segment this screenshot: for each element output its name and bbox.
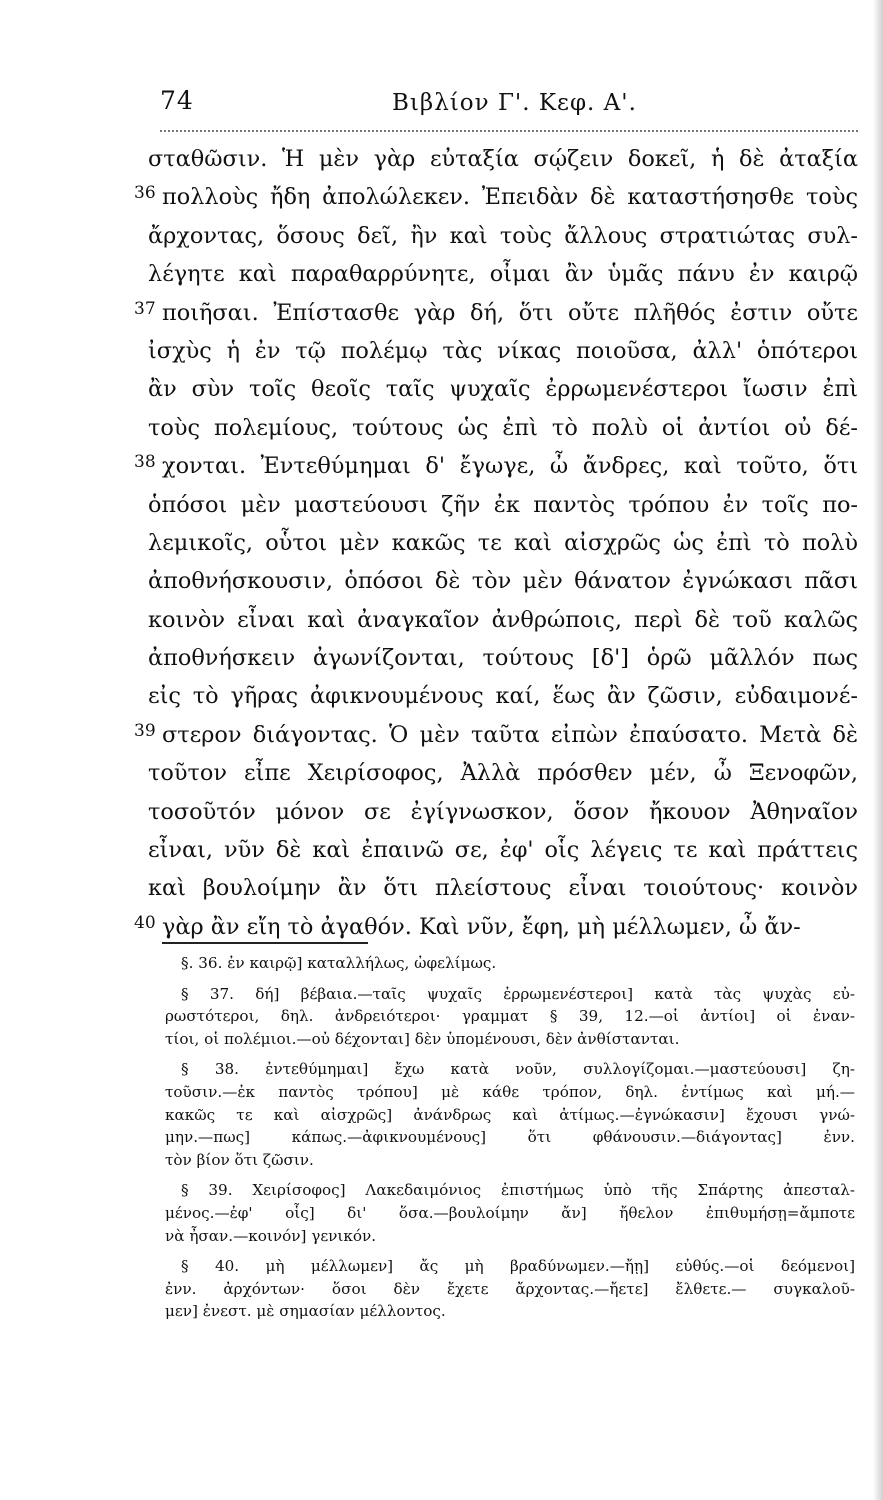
footnote-line: ἐνν. ἀρχόντων· ὅσοι δὲν ἔχετε ἄρχοντας.—ἤετε] ἔλθετε.— συγκαλοῦ- [165, 1279, 855, 1298]
footnote-line: μένος.—ἐφ' οἷς] δι' ὅσα.—βουλοίμην ἄν] ἤθελον ἐπιθυμήσῃ=ἄμποτε [165, 1203, 855, 1222]
footnote-line: νὰ ἦσαν.—κοινόν] γενικόν. [165, 1226, 377, 1245]
text-line [148, 754, 858, 792]
footnote-line: § 39. Χειρίσοφος] Λακεδαιμόνιος ἐπιστήμως ὑπὸ τῆς Σπάρτης ἀπεσταλ- [181, 1181, 855, 1200]
text-line [148, 831, 858, 869]
header-rule [160, 130, 858, 132]
footnote-line: μην.—πως] κάπως.—ἀφικνουμένους] ὅτι φθάνουσιν.—διάγοντας] ἐνν. [165, 1128, 855, 1147]
section-marker: 37 [134, 298, 156, 319]
text-line [134, 908, 858, 946]
text-line-content: ἰσχὺς ἡ ἐν τῷ πολέμῳ τὰς νίκας ποιοῦσα, ἀλλ' ὁπότεροι [148, 337, 858, 364]
text-line-content: πολλοὺς ἤδη ἀπολώλεκεν. Ἐπειδὰν δὲ καταστήσησθε τοὺς [162, 184, 858, 211]
text-line [148, 370, 858, 408]
text-line [148, 869, 858, 907]
text-line-content: ὁπόσοι μὲν μαστεύουσι ζῆν ἐκ παντὸς τρόπου ἐν τοῖς πο- [148, 491, 858, 518]
text-line-content: καὶ βουλοίμην ἂν ὅτι πλείστους εἶναι τοιούτους· κοινὸν [148, 875, 858, 902]
page-header [160, 82, 856, 128]
text-line-content: ποιῆσαι. Ἐπίστασθε γὰρ δή, ὅτι οὔτε πλῆθός ἐστιν οὔτε [162, 299, 858, 326]
section-marker: 38 [134, 452, 156, 473]
text-line-content: κοινὸν εἶναι καὶ ἀναγκαῖον ἀνθρώποις, περὶ δὲ τοῦ καλῶς [148, 606, 858, 633]
text-line [148, 140, 858, 178]
footnote-line: § 37. δή] βέβαια.—ταῖς ψυχαῖς ἐρρωμενέστεροι] κατὰ τὰς ψυχὰς εὐ- [181, 984, 855, 1003]
footnote-rule [162, 942, 368, 944]
text-line [134, 178, 858, 216]
footnote-line: § 40. μὴ μέλλωμεν] ἄς μὴ βραδύνωμεν.—ἤῃ] εὐθύς.—οἱ δεόμενοι] [181, 1257, 855, 1276]
text-line [148, 562, 858, 600]
section-marker: 36 [134, 183, 156, 204]
text-line [148, 255, 858, 293]
text-line [148, 524, 858, 562]
text-line [148, 677, 858, 715]
page-number: 74 [160, 86, 194, 115]
footnote-line: ρωστότεροι, δηλ. ἀνδρειότεροι· γραμματ § 39, 12.—οἱ ἀντίοι] οἱ ἐναν- [165, 1007, 855, 1026]
text-line-content: εἰς τὸ γῆρας ἀφικνουμένους καί, ἕως ἂν ζῶσιν, εὐδαιμονέ- [148, 683, 858, 710]
text-line-content: τοῦτον εἶπε Χειρίσοφος, Ἀλλὰ πρόσθεν μέν, ὦ Ξενοφῶν, [148, 760, 858, 787]
footnote-line: μεν] ἐνεστ. μὲ σημασίαν μέλλοντος. [165, 1302, 446, 1321]
text-line [148, 332, 858, 370]
text-line [148, 409, 858, 447]
text-line [148, 793, 858, 831]
text-line-content: στερον διάγοντας. Ὁ μὲν ταῦτα εἰπὼν ἐπαύσατο. Μετὰ δὲ [162, 721, 858, 748]
footnote-line: § 38. ἐντεθύμημαι] ἔχω κατὰ νοῦν, συλλογίζομαι.—μαστεύουσι] ζη- [181, 1060, 855, 1079]
footnote-line: §. 36. ἐν καιρῷ] καταλλήλως, ὠφελίμως. [181, 954, 497, 972]
text-line [148, 486, 858, 524]
text-line-content: ἂν σὺν τοῖς θεοῖς ταῖς ψυχαῖς ἐρρωμενέστεροι ἴωσιν ἐπὶ [148, 376, 858, 403]
footnotes [165, 952, 855, 1323]
text-line-content: τοσοῦτόν μόνον σε ἐγίγνωσκον, ὅσον ἤκουον Ἀθηναῖον [148, 798, 858, 825]
running-title: Βιβλίον Γ'. Κεφ. Α'. [392, 90, 637, 116]
text-line-content: σταθῶσιν. Ἡ μὲν γὰρ εὐταξία σῴζειν δοκεῖ, ἡ δὲ ἀταξία [148, 146, 858, 172]
text-line-content: ἄρχοντας, ὅσους δεῖ, ἢν καὶ τοὺς ἄλλους στρατιώτας συλ- [148, 222, 858, 249]
footnote-line: κακῶς τε καὶ αἰσχρῶς] ἀνάνδρως καὶ ἀτίμως.—ἐγνώκασιν] ἔχουσι γνώ- [165, 1105, 855, 1124]
main-text [134, 140, 858, 946]
page-edge-shadow [873, 0, 883, 1500]
text-line [148, 217, 858, 255]
text-line-content: τοὺς πολεμίους, τούτους ὡς ἐπὶ τὸ πολὺ οἱ ἀντίοι οὐ δέ- [148, 414, 858, 441]
text-line-content: λεμικοῖς, οὗτοι μὲν κακῶς τε καὶ αἰσχρῶς ὡς ἐπὶ τὸ πολὺ [148, 529, 858, 556]
text-line [148, 601, 858, 639]
text-line-content: εἶναι, νῦν δὲ καὶ ἐπαινῶ σε, ἐφ' οἷς λέγεις τε καὶ πράττεις [148, 837, 858, 864]
text-line [134, 294, 858, 332]
text-line [148, 639, 858, 677]
footnote-line: τίοι, οἱ πολέμιοι.—οὐ δέχονται] δὲν ὑπομένουσι, δὲν ἀνθίστανται. [165, 1029, 680, 1048]
section-marker: 39 [134, 720, 156, 741]
text-line [134, 716, 858, 754]
section-marker: 40 [134, 912, 156, 933]
text-line-content: λέγητε καὶ παραθαρρύνητε, οἶμαι ἂν ὑμᾶς πάνυ ἐν καιρῷ [148, 261, 858, 288]
text-line-content: ἀποθνήσκουσιν, ὁπόσοι δὲ τὸν μὲν θάνατον ἐγνώκασι πᾶσι [148, 568, 858, 595]
footnote-line: τὸν βίον ὅτι ζῶσιν. [165, 1150, 314, 1169]
text-line-content: χονται. Ἐντεθύμημαι δ' ἔγωγε, ὦ ἄνδρες, καὶ τοῦτο, ὅτι [162, 453, 858, 480]
footnote-line: τοῦσιν.—ἐκ παντὸς τρόπου] μὲ κάθε τρόπον, δηλ. ἐντίμως καὶ μή.— [165, 1082, 855, 1101]
text-line-content: ἀποθνήσκειν ἀγωνίζονται, τούτους [δ'] ὁρῶ μᾶλλόν πως [148, 645, 858, 672]
text-line-content: γὰρ ἂν εἴη τὸ ἀγαθόν. Καὶ νῦν, ἔφη, μὴ μέλλωμεν, ὦ ἄν- [162, 913, 801, 940]
text-line [134, 447, 858, 485]
